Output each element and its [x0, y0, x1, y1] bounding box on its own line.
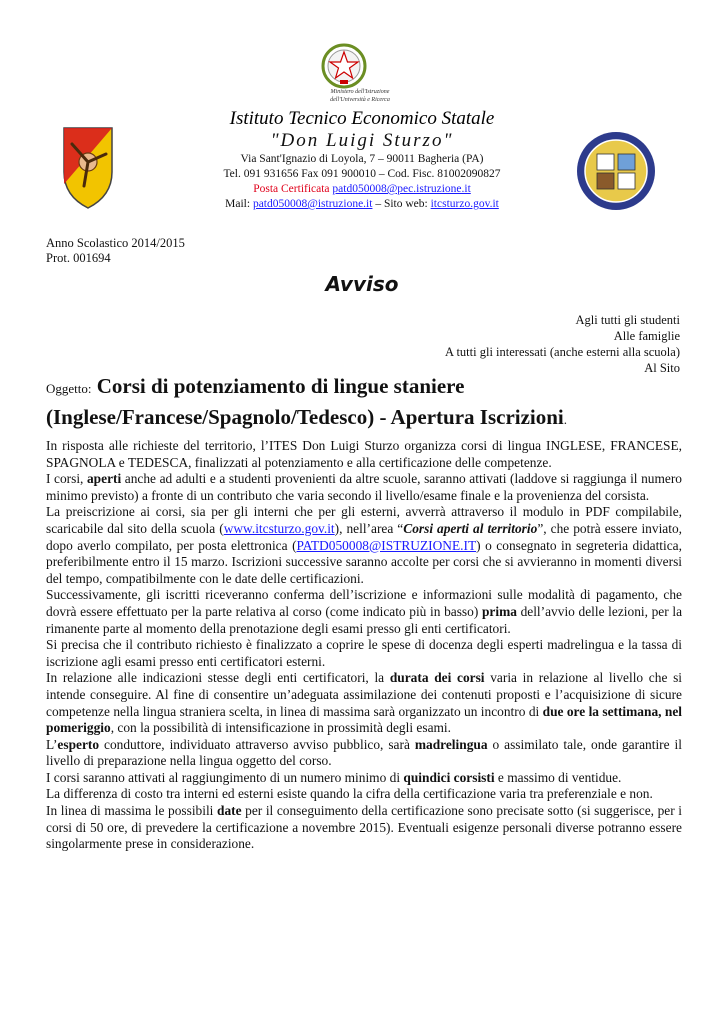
paragraph: La differenza di costo tra interni ed esterni esiste quando la cifra della certificazione varia tra preferenziale e non. [46, 786, 653, 802]
text-run: Successivamente, gli iscritti riceveranno conferma dell’iscrizione e informazioni sulle modalità di pagamento, che dovrà essere effettuato per la parte relativa al corso (come indicato più in basso) [46, 587, 682, 619]
subject-line [46, 372, 686, 434]
bold-run: prima [481, 603, 517, 619]
school-site-link[interactable]: www.itcsturzo.gov.it [223, 520, 335, 536]
text-run: I corsi, [46, 471, 84, 487]
text-run: ”, che potrà essere inviato, dopo averlo compilato, per posta elettronica ( [46, 520, 683, 553]
document-meta [46, 236, 185, 266]
site-link[interactable]: itcsturzo.gov.it [430, 198, 499, 210]
notice-title: Avviso [325, 272, 399, 296]
bold-run: due ore la settimana, nel pomeriggio [46, 703, 682, 736]
subject-end: . [563, 412, 568, 427]
text-run: varia in relazione al livello che si intende conseguire. Al fine di consentire un’adeguata assimilazione dei contenuti proposti e l’acquisizione di sicure competenze nella lingua straniera scelta, in linea di massima sarà organizzato un incontro di [46, 670, 683, 719]
paragraph: In risposta alle richieste del territorio, l’ITES Don Luigi Sturzo organizza corsi di lingua INGLESE, FRANCESE, SPAGNOLA e TEDESCA, finalizzati al potenziamento e alla certificazione delle competenze. [46, 438, 682, 470]
text-run: , con la possibilità di intensificazione in prossimità degli esami. [110, 720, 451, 736]
text-run: ), nell’area “ [334, 520, 404, 536]
address-line: Via Sant'Ignazio di Loyola, 7 – 90011 Bagheria (PA) [240, 153, 484, 165]
mail-email-link[interactable]: patd050008@istruzione.it [252, 198, 373, 210]
pec-label: Posta Certificata [253, 183, 330, 195]
paragraph: Si precisa che il contributo richiesto è finalizzato a coprire le spese di docenza degli esperti madrelingua e la tassa di iscrizione agli esami presso enti certificatori esterni. [46, 637, 682, 669]
school-email-link[interactable]: PATD050008@ISTRUZIONE.IT [296, 537, 477, 553]
paragraph [46, 504, 682, 587]
paragraph [46, 770, 682, 787]
emblem-caption [300, 88, 420, 104]
emblem-caption-line-2: dell'Università e Ricerca [330, 97, 390, 103]
emblem-caption-line-1: Ministero dell'Istruzione [330, 89, 390, 95]
subject-label: Oggetto: [46, 381, 92, 396]
recipient-line: Al Sito [644, 361, 680, 375]
pec-email-link[interactable]: patd050008@pec.istruzione.it [332, 183, 471, 195]
school-seal [575, 130, 657, 212]
bold-run: durata dei corsi [389, 670, 485, 686]
site-label: – Sito web: [375, 198, 428, 210]
text-run: e massimo di ventidue. [497, 769, 622, 785]
text-run: In linea di massima le possibili [46, 803, 214, 819]
bold-run: aperti [86, 471, 122, 487]
paragraph [46, 471, 682, 504]
mail-line [180, 197, 544, 212]
paragraph [46, 803, 682, 853]
text-run: ) o consegnato in segreteria didattica, preferibilmente entro il 15 marzo. Iscrizioni successive saranno accolte per corsi che si avvieranno in momenti diversi del tempo, compatibilmente con le date delle certificazioni. [46, 537, 682, 586]
bold-italic-run: Corsi aperti al territorio [403, 520, 538, 536]
text-run: L’ [46, 736, 58, 752]
text-run: anche ad adulti e a studenti provenienti da altre scuole, saranno attivati (laddove si raggiunga il numero minimo previsto) a fronte di un contributo che varia secondo il livello/esame finale e la provenienza del corsista. [46, 471, 682, 503]
text-run: dell’avvio delle lezioni, per la rimanente parte al momento della prenotazione degli esami presso gli enti certificatori. [46, 603, 683, 636]
paragraph [46, 737, 682, 770]
subject-text: Corsi di potenziamento di lingue staniere (Inglese/Francese/Spagnolo/Tedesco) - Apertura Iscrizioni [46, 374, 564, 429]
contacts-line: Tel. 091 931656 Fax 091 900010 – Cod. Fisc. 81002090827 [223, 168, 501, 180]
institute-subname: "Don Luigi Sturzo" [270, 130, 454, 151]
recipients-block [445, 312, 680, 376]
italian-republic-emblem [320, 42, 368, 90]
recipient-line: Agli tutti gli studenti [575, 313, 680, 327]
notice-body [46, 438, 682, 853]
sicily-region-logo [60, 124, 116, 210]
letterhead [180, 108, 544, 212]
mail-label: Mail: [225, 198, 251, 210]
paragraph [46, 587, 682, 637]
bold-run: date [217, 803, 242, 819]
school-year: Anno Scolastico 2014/2015 [46, 236, 185, 250]
pec-line [180, 182, 544, 197]
text-run: per il conseguimento della certificazione sono precisate sotto (si suggerisce, per i corsi di 50 ore, di prevedere la certificazione a novembre 2015). Eventuali esigenze personali diverse potranno essere singolarmente prese in considerazione. [46, 803, 682, 852]
recipient-line: Alle famiglie [613, 329, 680, 343]
bold-run: madrelingua [414, 736, 488, 752]
bold-run: quindici corsisti [403, 769, 495, 785]
text-run: conduttore, individuato attraverso avviso pubblico, sarà [104, 736, 410, 752]
protocol-number: Prot. 001694 [46, 251, 111, 265]
bold-run: esperto [57, 736, 100, 752]
text-run: La preiscrizione ai corsi, sia per gli interni che per gli esterni, avverrà attraverso il modulo in PDF compilabile, scaricabile dal sito della scuola ( [46, 504, 682, 536]
institute-name: Istituto Tecnico Economico Statale [229, 108, 495, 129]
text-run: o assimilato tale, onde garantire il livello di preparazione nella lingua oggetto del corso. [46, 736, 682, 769]
text-run: I corsi saranno attivati al raggiungimento di un numero minimo di [46, 769, 401, 785]
text-run: In relazione alle indicazioni stesse degli enti certificatori, la [46, 670, 385, 686]
recipient-line: A tutti gli interessati (anche esterni alla scuola) [445, 345, 680, 359]
paragraph [46, 670, 682, 736]
